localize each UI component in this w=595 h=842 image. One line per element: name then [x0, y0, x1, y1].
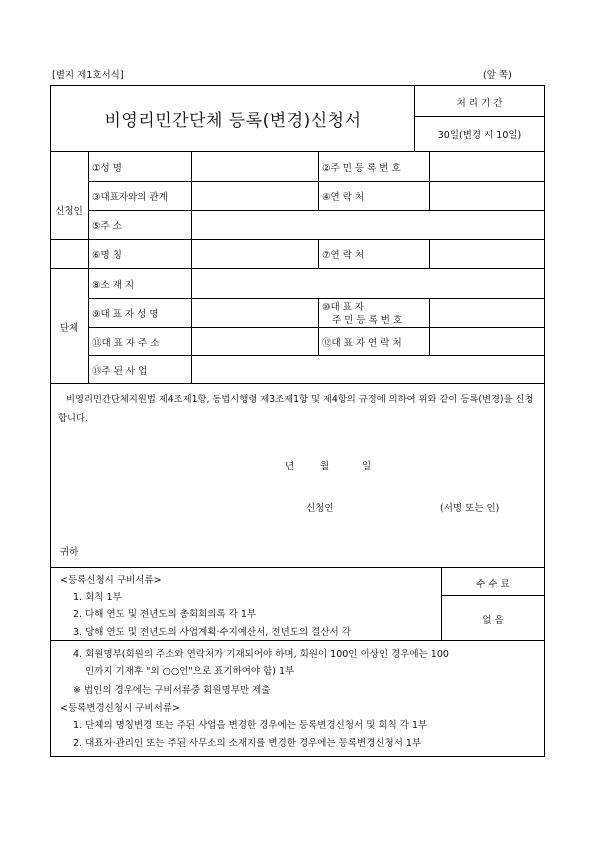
rep-name-label: ⑨대 표 자 성 명: [92, 309, 159, 320]
applicant-signature-label: 신청인: [306, 503, 334, 514]
processing-period-value: 30일(변경 시 10일): [437, 130, 522, 141]
change-docs-header: <등록변경신청시 구비서류>: [60, 703, 180, 714]
fee-value: 없 음: [482, 615, 504, 626]
registration-doc-item: 2. 다해 연도 및 전년도의 총회회의록 각 1부: [73, 609, 257, 620]
address-field[interactable]: [192, 211, 544, 238]
name-field[interactable]: [192, 152, 317, 180]
documents-mid-line: [50, 640, 545, 641]
change-doc-item: 1. 단체의 명칭변경 또는 주된 사업을 변경한 경우에는 등록변경신청서 및 회칙 각 1부: [73, 720, 428, 731]
rep-contact-field[interactable]: [430, 328, 544, 354]
org-name-label: ⑥명 칭: [92, 250, 122, 261]
label-column-line: [88, 151, 89, 383]
change-doc-item: 2. 대표자·관리인 또는 주된 사무소의 소재지를 변경한 경우에는 등록변경신청서 1부: [73, 738, 422, 749]
declaration-text: 비영리민간단체지원법 제4조제1항, 동법시행령 제3조제1항 및 제4항의 규정에 의하여 위와 같이 등록(변경)을 신청합니다.: [58, 394, 534, 424]
rep-resident-label-2: 주 민 등 록 번 호: [332, 315, 403, 326]
registration-doc-item: 4. 회원명부(회원의 주소와 연락처가 기재되어야 하며, 회원이 100인 이상인 경우에는 100: [73, 649, 449, 660]
processing-period-label: 처 리 기 간: [456, 98, 503, 109]
rep-resident-label-1: ⑩대 표 자: [322, 302, 365, 313]
fee-divider: [441, 595, 545, 596]
mid-column-line: [318, 298, 319, 355]
contact-label: ④연 락 처: [322, 192, 365, 203]
relation-field[interactable]: [192, 182, 317, 209]
signature-field[interactable]: [340, 496, 435, 514]
applicant-section-label: 신청인: [55, 206, 83, 217]
rep-contact-label: ⑫대 표 자 연 락 처: [322, 338, 402, 349]
registration-docs-header: <등록신청시 구비서류>: [60, 575, 162, 586]
rep-address-field[interactable]: [192, 328, 317, 354]
location-field[interactable]: [192, 269, 544, 297]
date-month: 월: [320, 461, 330, 472]
relation-label: ③대표자와의 관계: [92, 192, 168, 203]
org-contact-label: ⑦연 락 처: [322, 250, 365, 261]
mid-column-line: [318, 151, 319, 210]
resident-number-field[interactable]: [430, 152, 544, 180]
date-year: 년: [285, 461, 295, 472]
processing-divider: [414, 116, 545, 117]
main-business-field[interactable]: [192, 356, 544, 382]
form-title: 비영리민간단체 등록(변경)신청서: [104, 111, 362, 131]
corporation-note: ※ 법인의 경우에는 구비서류중 회원명부만 제출: [73, 685, 271, 696]
documents-top-line: [50, 567, 545, 568]
section-line: [50, 383, 545, 384]
name-label: ①성 명: [92, 163, 122, 174]
organization-section-label: 단체: [59, 323, 79, 334]
contact-field[interactable]: [430, 182, 544, 209]
form-number: [별지 제1호서식]: [52, 70, 124, 81]
registration-doc-item: 1. 회칙 1부: [73, 592, 122, 603]
org-contact-field[interactable]: [430, 240, 544, 267]
addressee-label: 귀하: [60, 547, 79, 558]
mid-column-line: [318, 239, 319, 268]
location-label: ⑧소 재 지: [92, 280, 135, 291]
rep-resident-field[interactable]: [430, 299, 544, 326]
signature-hint: (서명 또는 인): [440, 503, 500, 514]
org-name-field[interactable]: [192, 240, 317, 267]
registration-doc-item: 3. 당해 연도 및 전년도의 사업계획·수지예산서, 전년도의 결산서 각: [73, 627, 351, 638]
fee-label: 수 수 료: [476, 579, 510, 590]
page-side-label: (앞 쪽): [483, 70, 512, 81]
registration-doc-item-cont: 인까지 기재후 "외 ○○인"으로 표기하여야 함) 1부: [85, 666, 295, 677]
rep-name-field[interactable]: [192, 299, 317, 326]
resident-number-label: ②주 민 등 록 번 호: [322, 163, 401, 174]
main-business-label: ⑬주 된 사 업: [92, 366, 148, 377]
address-label: ⑤주 소: [92, 221, 122, 232]
rep-address-label: ⑪대 표 자 주 소: [92, 338, 160, 349]
date-day: 일: [362, 461, 372, 472]
